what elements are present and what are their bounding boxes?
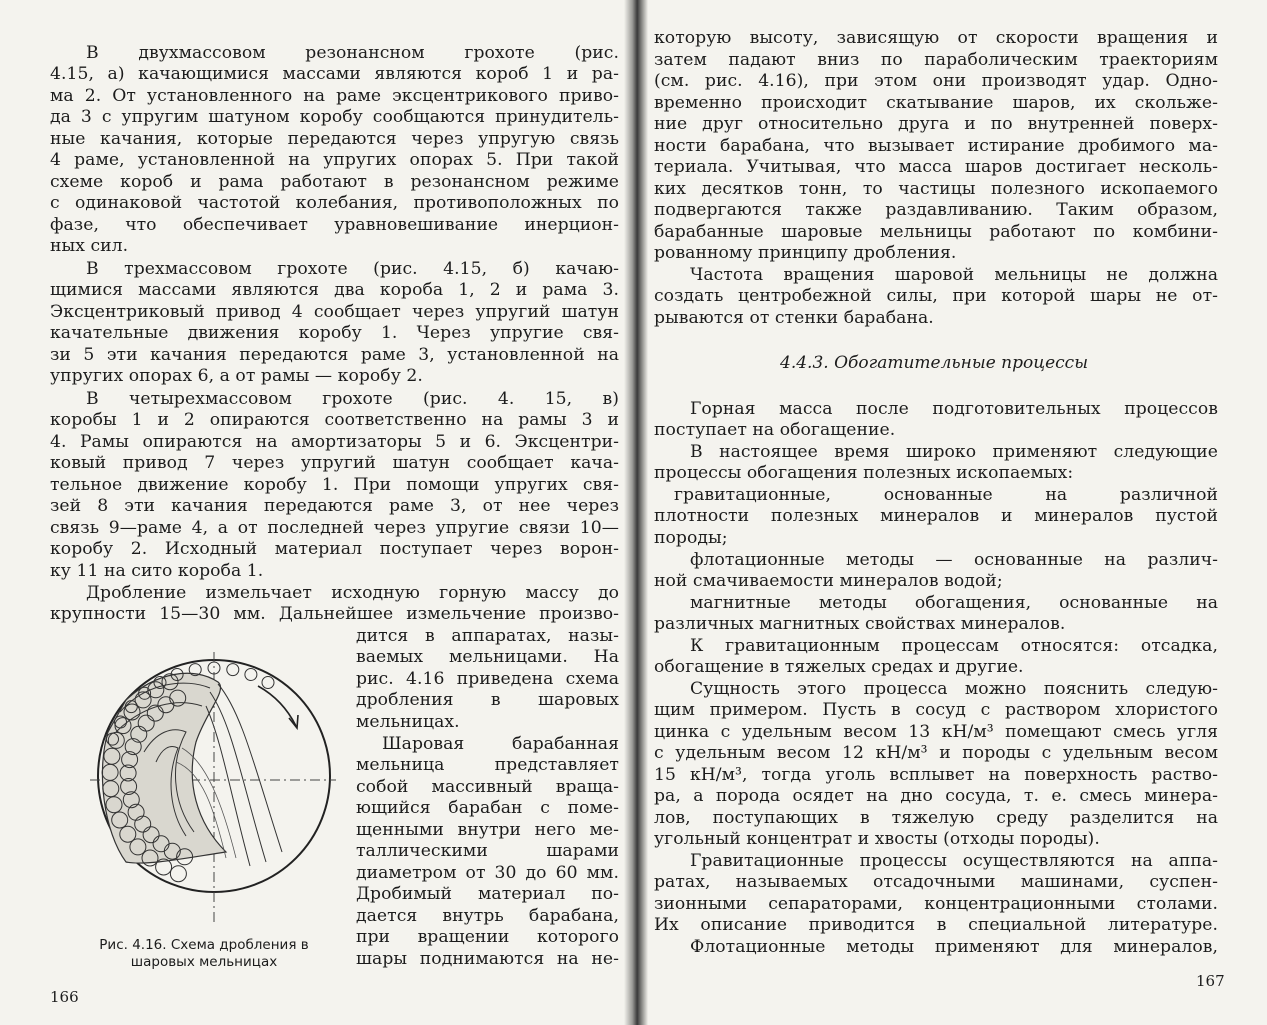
left-page-text-line: мельница представляет xyxy=(356,755,619,775)
left-page-text-line: фазе, что обеспечивает уравновешивание инерцион- xyxy=(50,215,619,235)
right-page-text-line: (см. рис. 4.16), при этом они производят удар. Одно- xyxy=(654,71,1218,91)
left-page-text-line: щенными внутри него ме- xyxy=(356,820,619,840)
left-page-text-line: дается внутрь барабана, xyxy=(356,906,619,926)
right-page-text-line: Горная масса после подготовительных процессов xyxy=(690,399,1218,419)
left-page-text-line: ку 11 на сито короба 1. xyxy=(50,561,264,581)
right-page-text-line: породы; xyxy=(654,528,728,548)
left-page-text-line: рис. 4.16 приведена схема xyxy=(356,669,619,689)
left-page-text-line: да 3 с упругим шатуном коробу сообщаются принудитель- xyxy=(50,107,619,127)
right-page-text-line: 15 кН/м³, тогда уголь всплывет на поверхность раство- xyxy=(654,765,1218,785)
right-page-text-line: подвергаются также раздавливанию. Таким образом, xyxy=(654,200,1218,220)
left-page-text-line: зи 5 эти качания передаются раме 3, установленной на xyxy=(50,345,619,365)
right-page-text-line: плотности полезных минералов и минералов пустой xyxy=(654,506,1218,526)
left-page-text-line: зей 8 эти качания передаются раме 3, от нее через xyxy=(50,496,619,516)
left-page-text-line: ных сил. xyxy=(50,236,129,256)
right-page-text-line: магнитные методы обогащения, основанные на xyxy=(690,593,1218,613)
right-page-text-line: ратах, называемых отсадочными машинами, суспен- xyxy=(654,872,1218,892)
book-gutter xyxy=(624,0,648,1025)
right-page-text-line: процессы обогащения полезных ископаемых: xyxy=(654,463,1074,483)
right-page-text-line: ной смачиваемости минералов водой; xyxy=(654,571,1003,591)
ball xyxy=(170,866,186,882)
right-page-text-line: флотационные методы — основанные на различ- xyxy=(690,550,1218,570)
left-page-text-line: Дробление измельчает исходную горную массу до xyxy=(86,583,619,603)
right-page-text-line: К гравитационным процессам относятся: отсадка, xyxy=(690,636,1218,656)
right-page-text-line: ра, а порода осядет на дно сосуда, т. е. смесь минера- xyxy=(654,786,1218,806)
page-number-left: 166 xyxy=(50,988,79,1006)
left-page-text-line: 4 раме, установленной на упругих опорах 5. При такой xyxy=(50,150,619,170)
right-page-text-line: ние друг относительно друга и по внутренней поверх- xyxy=(654,114,1218,134)
left-page-text-line: шары поднимаются на не- xyxy=(356,949,619,969)
left-page-text-line: щимися массами являются два короба 1, 2 и рама 3. xyxy=(50,280,619,300)
right-page-text-line: поступает на обогащение. xyxy=(654,420,896,440)
left-page-text-line: Эксцентриковый привод 4 сообщает через упругий шатун xyxy=(50,302,619,322)
right-page-text-line: лов, поступающих в тяжелую среду разделится на xyxy=(654,808,1218,828)
left-page-text-line: Дробимый материал по- xyxy=(356,884,619,904)
right-page-text-line: зионными сепараторами, концентрационными столами. xyxy=(654,894,1218,914)
left-page-text-line: дробления в шаровых xyxy=(356,690,619,710)
left-page-text-line: схеме короб и рама работают в резонансном режиме xyxy=(50,172,619,192)
right-page-text-line: Сущность этого процесса можно пояснить следую- xyxy=(690,679,1218,699)
left-page-text-line: ковый привод 7 через упругий шатун сообщает кача- xyxy=(50,453,619,473)
left-page-text-line: В четырехмассовом грохоте (рис. 4. 15, в) xyxy=(86,389,619,409)
ball-mill-diagram xyxy=(86,652,342,932)
left-page-text-line: при вращении которого xyxy=(356,927,619,947)
left-page-text-line: с одинаковой частотой колебания, противоположных по xyxy=(50,193,619,213)
left-page-text-line: ма 2. От установленного на раме эксцентрикового приво- xyxy=(50,86,619,106)
right-page-text-line: угольный концентрат и хвосты (отходы породы). xyxy=(654,829,1100,849)
right-page-text-line: Частота вращения шаровой мельницы не должна xyxy=(690,265,1218,285)
right-page-text-line: Гравитационные процессы осуществляются на аппа- xyxy=(690,851,1218,871)
right-page-text-line: создать центробежной силы, при которой шары не от- xyxy=(654,286,1218,306)
left-page-text-line: В двухмассовом резонансном грохоте (рис. xyxy=(86,43,619,63)
right-page-text-line: обогащение в тяжелых средах и другие. xyxy=(654,657,1024,677)
right-page-text-line: гравитационные, основанные на различной xyxy=(674,485,1218,505)
section-heading: 4.4.3. Обогатительные процессы xyxy=(780,353,1089,373)
ball-mill-figure xyxy=(86,652,342,932)
ball xyxy=(227,664,239,676)
left-page-text-line: связь 9—раме 4, а от последней через упругие связи 10— xyxy=(50,518,619,538)
left-page-text-line: ваемых мельницами. На xyxy=(356,647,619,667)
right-page-text-line: временно происходит скатывание шаров, их скольже- xyxy=(654,93,1218,113)
left-page-text-line: 4.15, а) качающимися массами являются короб 1 и ра- xyxy=(50,64,619,84)
right-page-text-line: ких десятков тонн, то частицы полезного ископаемого xyxy=(654,179,1218,199)
right-page-text-line: затем падают вниз по параболическим траекториям xyxy=(654,50,1218,70)
right-page-text-line: рованному принципу дробления. xyxy=(654,243,957,263)
left-page-text-line: коробы 1 и 2 опираются соответственно на рамы 3 и xyxy=(50,410,619,430)
left-page-text-line: собой массивный враща- xyxy=(356,777,619,797)
right-page-text-line: цинка с удельным весом 13 кН/м³ помещают смесь угля xyxy=(654,722,1218,742)
left-page-text-line: Шаровая барабанная xyxy=(382,734,619,754)
figure-caption xyxy=(64,937,344,971)
page-number-right: 167 xyxy=(1196,972,1225,990)
left-page-text-line: ные качания, которые передаются через упругую связь xyxy=(50,129,619,149)
right-page-text-line: с удельным весом 12 кН/м³ и породы с удельным весом xyxy=(654,743,1218,763)
left-page-text-line: 4. Рамы опираются на амортизаторы 5 и 6. Эксцентри- xyxy=(50,432,619,452)
left-page-text-line: мельницах. xyxy=(356,712,460,732)
right-page-text-line: различных магнитных свойствах минералов. xyxy=(654,614,1066,634)
left-page-text-line: упругих опорах 6, а от рамы — коробу 2. xyxy=(50,366,423,386)
right-page-text-line: которую высоту, зависящую от скорости вращения и xyxy=(654,28,1218,48)
left-page-text-line: тельное движение коробу 1. При помощи упругих свя- xyxy=(50,475,619,495)
right-page-text-line: В настоящее время широко применяют следующие xyxy=(690,442,1218,462)
right-page-text-line: щим примером. Пусть в сосуд с раствором хлористого xyxy=(654,700,1218,720)
right-page-text-line: Их описание приводится в специальной литературе. xyxy=(654,915,1218,935)
left-page-text-line: В трехмассовом грохоте (рис. 4.15, б) качаю- xyxy=(86,259,619,279)
left-page-text-line: таллическими шарами xyxy=(356,841,619,861)
right-page-text-line: барабанные шаровые мельницы работают по комбини- xyxy=(654,222,1218,242)
left-page-text-line: качательные движения коробу 1. Через упругие свя- xyxy=(50,323,619,343)
caption-line-2: шаровых мельницах xyxy=(130,954,278,970)
left-page-text-line: диаметром от 30 до 60 мм. xyxy=(356,863,619,883)
left-page-text-line: ющийся барабан с поме- xyxy=(356,798,619,818)
ball xyxy=(245,669,257,681)
right-page-text-line: рываются от стенки барабана. xyxy=(654,308,934,328)
left-page-text-line: крупности 15—30 мм. Дальнейшее измельчение произво- xyxy=(50,604,619,624)
ball xyxy=(262,677,274,689)
caption-line-1: Рис. 4.16. Схема дробления в xyxy=(99,937,309,953)
left-page-text-line: дится в аппаратах, назы- xyxy=(356,626,619,646)
right-page-text-line: Флотационные методы применяют для минералов, xyxy=(690,937,1218,957)
right-page-text-line: териала. Учитывая, что масса шаров достигает несколь- xyxy=(654,157,1218,177)
left-page-text-line: коробу 2. Исходный материал поступает через ворон- xyxy=(50,539,619,559)
right-page-text-line: ности барабана, что вызывает истирание дробимого ма- xyxy=(654,136,1218,156)
